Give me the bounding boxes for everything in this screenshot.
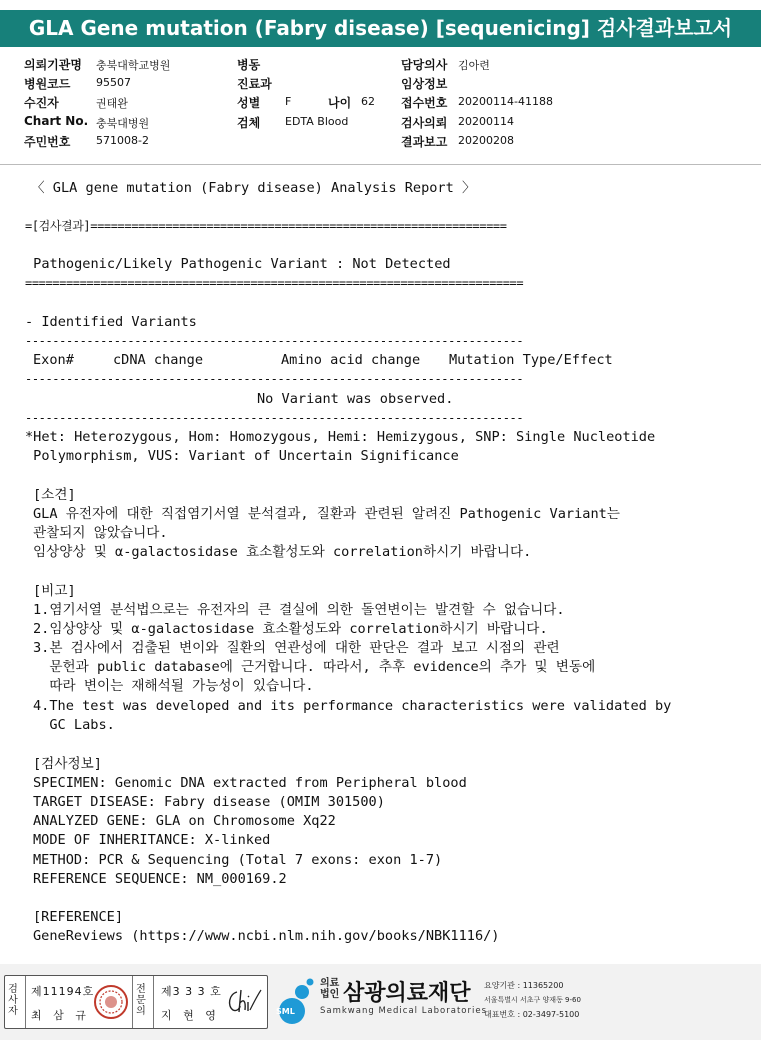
report-heading: 〈 GLA gene mutation (Fabry disease) Analysis Report 〉 [31,180,476,196]
sex-value: F [285,95,292,108]
info-label: 의뢰기관명 [24,58,82,72]
org-name-en: Samkwang Medical Laboratories [320,1006,488,1016]
info-label: 담당의사 [401,58,448,72]
org-name: 삼광의료재단 [343,981,471,1006]
sex-label: 성별 [237,96,261,110]
double-rule: ========================================================================= [25,276,524,290]
test-info-refseq: REFERENCE SEQUENCE: NM_000169.2 [33,871,287,887]
org-address: 서울특별시 서초구 양재동 9-60 [484,996,581,1004]
opinion-heading: [소견] [33,487,76,503]
age-value: 62 [361,95,375,108]
abbreviation-note: Polymorphism, VUS: Variant of Uncertain Significance [25,448,459,464]
org-phone: 대표번호 : 02-3497-5100 [484,1010,580,1019]
dept-label: 진료과 [237,77,272,91]
org-type-bottom: 법인 [320,989,340,1000]
test-info-method: METHOD: PCR & Sequencing (Total 7 exons: exon 1-7) [33,852,443,868]
info-label: 임상정보 [401,77,448,91]
opinion-text: 관찰되지 않았습니다. [33,525,168,541]
note-item: 3.본 검사에서 검출된 변이와 질환의 연관성에 대한 판단은 결과 보고 시점의 관련 [33,640,560,656]
test-info-heading: [검사정보] [33,756,102,772]
divider [153,976,154,1028]
examiner-name: 최 삼 규 [31,1009,90,1022]
signature-icon [223,986,263,1018]
seal-icon [93,984,129,1020]
info-value: 571008-2 [96,134,149,147]
opinion-text: 임상양상 및 α-galactosidase 효소활성도와 correlation하시기 바랍니다. [33,544,532,560]
note-item: GC Labs. [33,717,115,733]
report-body [0,166,761,964]
sml-logo-icon [272,978,318,1026]
specialist-name: 지 현 영 [161,1009,220,1022]
dash-rule: ------------------------------------------------------------------------- [25,334,524,348]
no-variant-message: No Variant was observed. [257,391,454,407]
reference-heading: [REFERENCE] [33,909,124,925]
specimen-value: EDTA Blood [285,115,349,128]
divider [132,976,133,1028]
patient-info [0,52,761,152]
report-title: GLA Gene mutation (Fabry disease) [sequenicing] 검사결과보고서 [0,10,761,47]
note-item: 문헌과 public database에 근거합니다. 따라서, 추후 evidence의 추가 및 변동에 [33,659,596,675]
logo-mark: SML [276,1007,295,1016]
note-item: 따라 변이는 재해석될 가능성이 있습니다. [33,678,314,694]
dash-rule: ------------------------------------------------------------------------- [25,411,524,425]
info-label: 수진자 [24,96,59,110]
info-value: 20200114-41188 [458,95,553,108]
specialist-license-no: 제3 3 3 호 [161,985,222,998]
info-value: 김아련 [458,59,490,72]
signature-box [4,975,268,1029]
ward-label: 병동 [237,58,261,72]
note-item: 2.임상양상 및 α-galactosidase 효소활성도와 correlation하시기 바랍니다. [33,621,548,637]
test-info-specimen: SPECIMEN: Genomic DNA extracted from Peripheral blood [33,775,467,791]
info-value: 충북대병원 [96,117,150,130]
note-item: 1.염기서열 분석법으로는 유전자의 큰 결실에 의한 돌연변이는 발견할 수 없습니다. [33,602,565,618]
specialist-label-text: 전문의 [136,984,146,1017]
org-code: 요양기관 : 11365200 [484,981,564,990]
identified-variants-heading: - Identified Variants [25,314,197,330]
info-label: 결과보고 [401,135,448,149]
age-label: 나이 [328,96,352,110]
test-info-mode: MODE OF INHERITANCE: X-linked [33,832,271,848]
specimen-label: 검체 [237,116,261,130]
info-label: Chart No. [24,114,89,128]
opinion-text: GLA 유전자에 대한 직접염기서열 분석결과, 질환과 관련된 알려진 Pathogenic Variant는 [33,506,620,522]
info-label: 검사의뢰 [401,116,448,130]
info-value: 충북대학교병원 [96,59,171,72]
divider [25,976,26,1028]
info-value: 20200114 [458,115,514,128]
info-value: 95507 [96,76,131,89]
dash-rule: ------------------------------------------------------------------------- [25,372,524,386]
examiner-license-no: 제11194호 [31,985,95,998]
specialist-label [135,984,149,1017]
examiner-label [7,984,21,1017]
info-label: 접수번호 [401,96,448,110]
reference-link[interactable]: GeneReviews (https://www.ncbi.nlm.nih.gov/books/NBK1116/) [33,928,500,944]
info-label: 병원코드 [24,77,71,91]
pathogenic-result: Pathogenic/Likely Pathogenic Variant : Not Detected [25,256,451,272]
test-info-gene: ANALYZED GENE: GLA on Chromosome Xq22 [33,813,336,829]
divider [0,164,761,165]
note-item: 4.The test was developed and its performance characteristics were validated by [33,698,672,714]
info-value: 권태완 [96,97,128,110]
col-header-mutation: Mutation Type/Effect [449,352,613,368]
abbreviation-note: *Het: Heterozygous, Hom: Homozygous, Hemi: Hemizygous, SNP: Single Nucleotide [25,429,656,445]
test-info-target: TARGET DISEASE: Fabry disease (OMIM 301500) [33,794,385,810]
examiner-label-text: 검사자 [8,984,18,1017]
result-section-bar: =[검사결과]============================================================= [25,219,507,233]
org-type-top: 의료 [320,978,340,989]
col-header-amino: Amino acid change [281,352,421,368]
notes-heading: [비고] [33,583,76,599]
info-label: 주민번호 [24,135,71,149]
info-value: 20200208 [458,134,514,147]
col-header-cdna: cDNA change [113,352,204,368]
col-header-exon: Exon# [33,352,74,368]
report-footer [0,964,761,1040]
